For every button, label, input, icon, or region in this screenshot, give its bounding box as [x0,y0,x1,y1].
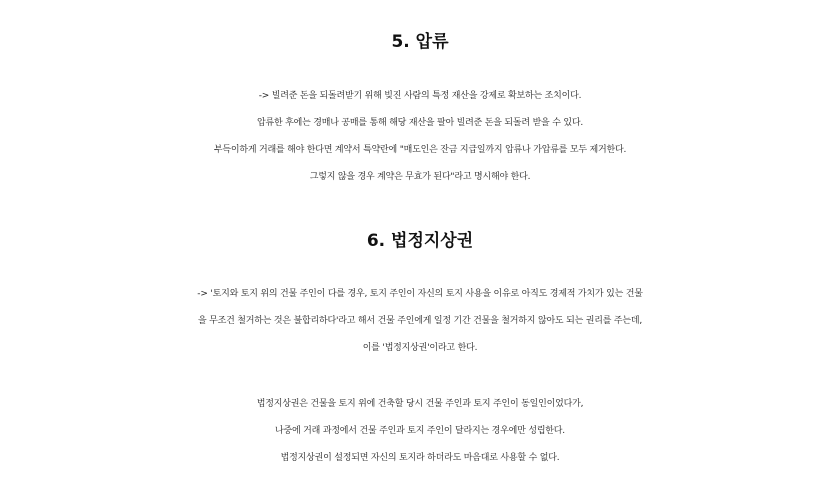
section-6-heading: 6. 법정지상권 [366,231,474,251]
section-6-line-5: 나중에 거래 과정에서 건물 주인과 토지 주인이 달라지는 경우에만 성립한다. [275,426,565,436]
section-5-line-3: 부득이하게 거래를 해야 한다면 계약서 특약란에 "매도인은 잔금 지급일까지 압류나 가압류를 모두 제거한다. [213,145,627,155]
section-5-line-4: 그렇지 않을 경우 계약은 무효가 된다"라고 명시해야 한다. [309,172,531,182]
section-6-line-3: 이를 '법정지상권'이라고 한다. [362,343,478,353]
section-5-line-1: -> 빌려준 돈을 되돌려받기 위해 빚진 사람의 특정 재산을 강제로 확보하는 조치이다. [258,91,582,101]
section-5-heading: 5. 압류 [391,32,449,52]
section-6-line-6: 법정지상권이 설정되면 자신의 토지라 하더라도 마음대로 사용할 수 없다. [280,453,560,463]
section-5-line-2: 압류한 후에는 경매나 공매를 통해 해당 재산을 팔아 빌려준 돈을 되돌려 받을 수 있다. [256,118,584,128]
section-6-line-1: -> '토지와 토지 위의 건물 주인이 다를 경우, 토지 주인이 자신의 토지 사용을 이유로 아직도 경제적 가치가 있는 건물 [197,289,643,299]
section-6-line-4: 법정지상권은 건물을 토지 위에 건축할 당시 건물 주인과 토지 주인이 동일인이었다가, [256,399,584,409]
section-6-line-2: 을 무조건 철거하는 것은 불합리하다'라고 해서 건물 주인에게 일정 기간 건물을 철거하지 않아도 되는 권리를 주는데, [197,316,643,326]
